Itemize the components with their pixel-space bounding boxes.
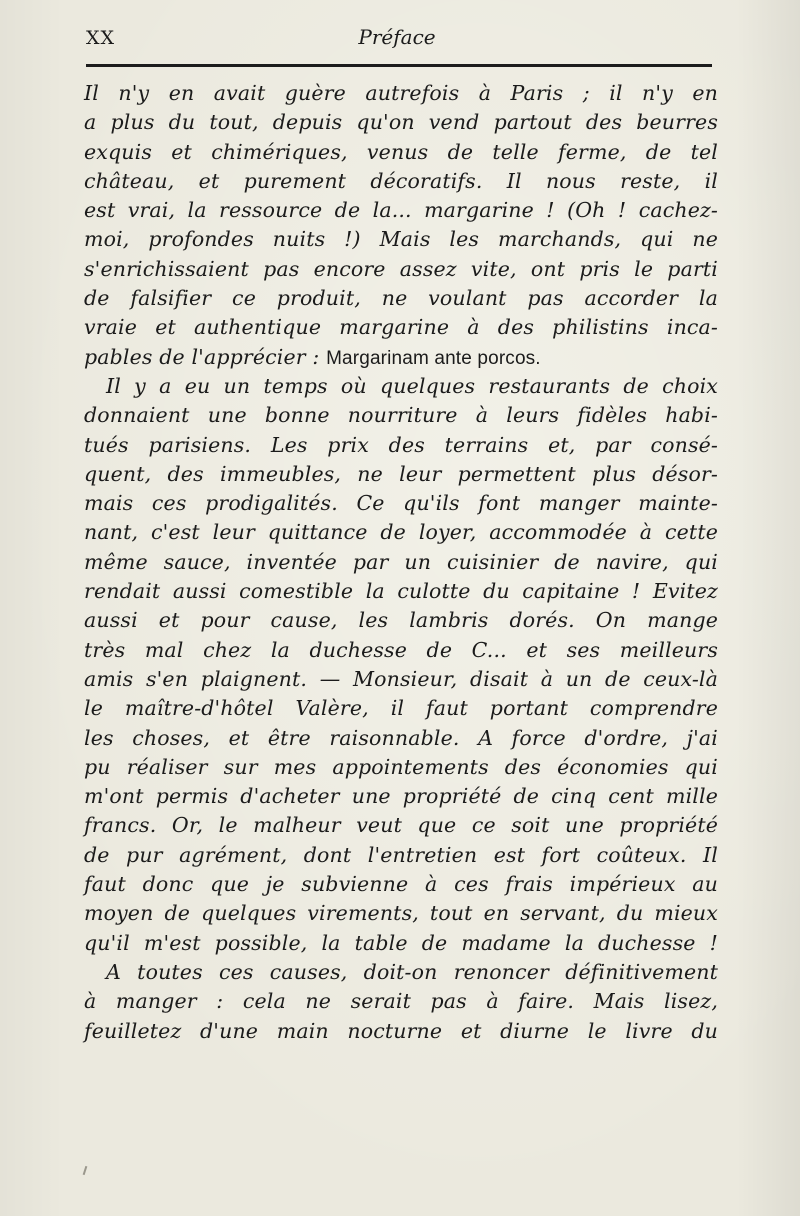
text-line: les choses, et être raisonnable. A force d'ordre, j'ai	[84, 725, 718, 750]
text-line: quent, des immeubles, ne leur permettent plus désor-	[84, 461, 718, 486]
text-line: exquis et chimériques, venus de telle ferme, de tel	[84, 139, 718, 164]
text-line: très mal chez la duchesse de C... et ses meilleurs	[84, 637, 718, 662]
text-line: Il n'y en avait guère autrefois à Paris ; il n'y en	[84, 81, 718, 105]
text-line	[84, 343, 718, 372]
text-line: nant, c'est leur quittance de loyer, accommodée à cette	[84, 520, 718, 545]
text-line: tués parisiens. Les prix des terrains et, par consé-	[84, 432, 718, 457]
text-line: s'enrichissaient pas encore assez vite, ont pris le parti	[84, 256, 718, 281]
text-line: m'ont permis d'acheter une propriété de cinq cent mille	[84, 784, 718, 809]
text-line: château, et purement décoratifs. Il nous reste, il	[84, 168, 718, 193]
text-line: Il y a eu un temps où quelques restaurants de choix	[106, 373, 718, 398]
page-number: XX	[86, 27, 116, 49]
text-line: même sauce, inventée par un cuisinier de navire, qui	[84, 549, 718, 574]
text-line: vraie et authentique margarine à des philistins inca-	[84, 315, 718, 340]
text-line: à manger : cela ne serait pas à faire. Mais lisez,	[84, 989, 718, 1014]
text-line: feuilletez d'une main nocturne et diurne le livre du	[84, 1018, 718, 1043]
text-line: pu réaliser sur mes appointements des économies qui	[84, 754, 718, 779]
text-line: est vrai, la ressource de la... margarine ! (Oh ! cachez-	[84, 198, 718, 223]
text-line: moi, profondes nuits !) Mais les marchands, qui ne	[84, 227, 718, 252]
text-fragment: pables de l'apprécier :	[84, 344, 320, 369]
text-line: le maître-d'hôtel Valère, il faut portant comprendre	[84, 696, 718, 721]
text-line: mais ces prodigalités. Ce qu'ils font manger mainte-	[84, 491, 718, 516]
text-line: amis s'en plaignent. — Monsieur, disait à un de ceux-là	[84, 666, 718, 691]
header-rule	[86, 64, 712, 67]
text-line: de falsifier ce produit, ne voulant pas accorder la	[84, 286, 718, 311]
text-line: moyen de quelques virements, tout en servant, du mieux	[84, 901, 718, 926]
text-line: francs. Or, le malheur veut que ce soit une propriété	[84, 813, 718, 838]
latin-phrase: Margarinam ante porcos.	[326, 347, 541, 369]
running-title: Préface	[358, 25, 436, 49]
text-line: rendait aussi comestible la culotte du capitaine ! Evitez	[84, 579, 718, 604]
text-line: faut donc que je subvienne à ces frais impérieux au	[84, 872, 718, 897]
text-line: donnaient une bonne nourriture à leurs fidèles habi-	[84, 403, 718, 428]
text-line: A toutes ces causes, doit-on renoncer définitivement	[106, 959, 718, 984]
text-line: a plus du tout, depuis qu'on vend partout des beurres	[84, 110, 718, 135]
paper-speck	[83, 1166, 88, 1175]
page-header	[86, 27, 708, 57]
body-text	[84, 79, 718, 1046]
text-line: aussi et pour cause, les lambris dorés. On mange	[84, 608, 718, 633]
text-line: qu'il m'est possible, la table de madame la duchesse !	[84, 930, 718, 955]
text-line: de pur agrément, dont l'entretien est fort coûteux. Il	[84, 842, 718, 867]
